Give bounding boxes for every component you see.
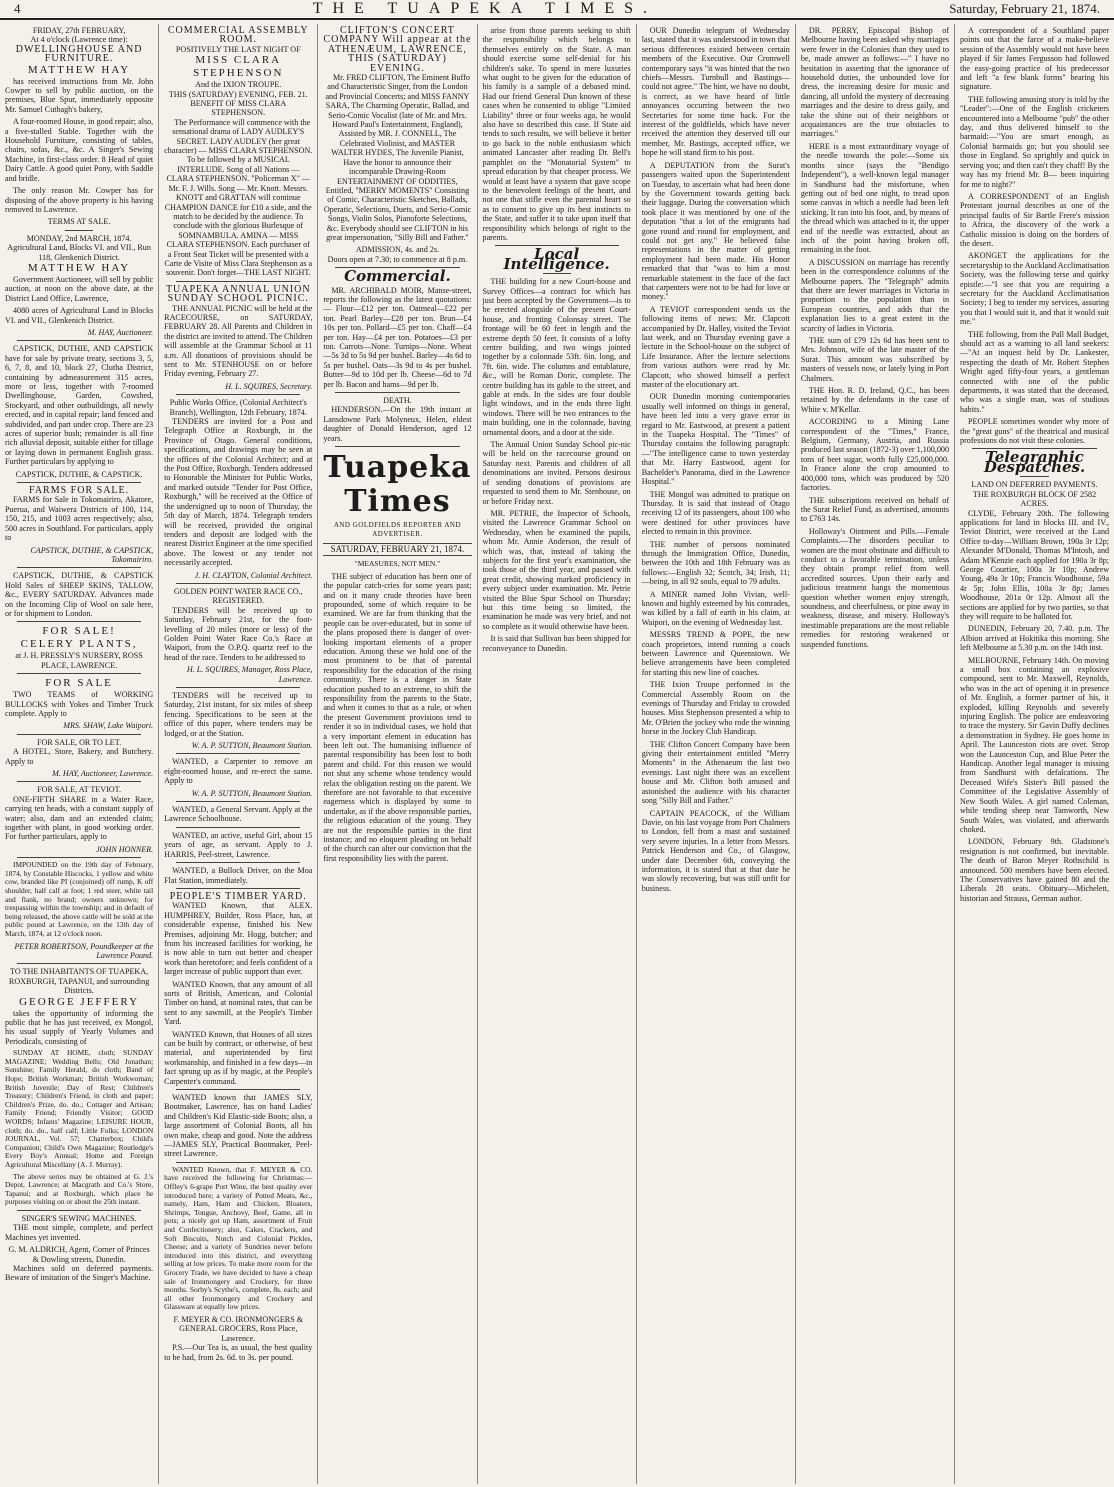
auctioneer-signature: M. HAY, Auctioneer. bbox=[87, 327, 154, 337]
news-item-21: A CORRESPONDENT of an English Protestant journal describes as one of the principal faults of Sir Bartle Frere's mission to Africa, the discovery of the work a Catholic mission is doing on the borders of the desert. bbox=[960, 191, 1110, 248]
terms: TERMS AT SALE. bbox=[47, 217, 111, 227]
sale-let-heading: FOR SALE, OR TO LET. bbox=[37, 737, 122, 747]
timber-yard-heading: PEOPLE'S TIMBER YARD. bbox=[169, 890, 307, 902]
teviot-heading: FOR SALE, AT TEVIOT. bbox=[37, 785, 122, 795]
for-sale-heading: FOR SALE! bbox=[42, 625, 116, 638]
issue-date: SATURDAY, FEBRUARY 21, 1874. bbox=[323, 543, 471, 556]
editorial-continued: arise from those parents seeking to shift the responsibility which belongs to themselves entirely on the State. A man should exercise some self-denial for his children's sake. To spend in mere luxuries what ought to be given for the education of his family is a sample of a debased mind. Had our friend General Dun known of these cases when he consented to oblige "Limited Liability" three or four weeks ago, he would also have so described this case. If State aid tends to such results, we will believe it better to go back to the noble enthusiasm which animated Lancaster after reading Dr. Bell's pamphlet on the "Monatorial System" to spread education by that cheaper process. We would at least have a system that gave scope to the benevolent feelings of the heart, and not one that stifle even the parental heart so as to consent to give up its best instincts to the State, and suffer it to take upon itself that responsibility which belongs of right to the parents. bbox=[482, 26, 631, 242]
golden-point-heading: GOLDEN POINT WATER RACE CO., REGISTERED. bbox=[173, 586, 303, 606]
public-works-office: Public Works Office, (Colonial Architect's Branch), Wellington, 12th February, 1874. bbox=[169, 398, 307, 417]
page-date: Saturday, February 21, 1874. bbox=[949, 1, 1100, 16]
clyde-despatch: CLYDE, February 20th. The following applications for land in blocks III. and IV., Teviot District, were received at the Land Office to-day—William Brown, 190a 3r 12p; Alexander M'Donald, Thomas M'Intosh, and Adam M'Kenzie each applied for 190a 3r 8p; George Courtier, 100a 3r 10p; Andrew Young, 49a 3r 10p; Francis Woodhouse, 59a 4r 5p; John Ellis, 100a 3r 8p; James Woodhouse, 201a 0r 12p. Almost all the sections are applied for by two parties, so that they will require to be balloted for. bbox=[960, 508, 1110, 621]
assembly-room: COMMERCIAL ASSEMBLY ROOM. bbox=[167, 25, 309, 46]
ixion-troupe: And the IXION TROUPE. bbox=[195, 80, 282, 90]
holloway-ad: Holloway's Ointment and Pills.—Female Complaints.—The disorders peculiar to women are the most obstinate and difficult to conduct to a favorable termination, unless they obtain prompt relief from well accredited sources. Upon their early and judicious treatment hangs the momentous question whether women enjoy strength, soundness, and cheerfulness, or pine away in weakness, disease, and misery. Holloway's inestimable preparations are the most reliable remedies for restoring weakened or suspended functions. bbox=[800, 526, 950, 649]
capstick-signature: CAPSTICK, DUTHIE, & CAPSTICK. bbox=[15, 469, 143, 479]
impounded-signature: PETER ROBERTSON, Poundkeeper at the Lawrence Pound. bbox=[14, 941, 154, 960]
golden-point-text: TENDERS will be received up to Saturday, February 21st, for the foot-levelling of 20 miles (more or less) of the Golden Point Water Race Co.'s Race at Waipori, from the O.P.Q. quartz reef to the head of the race. Tenders to be addressed to bbox=[164, 605, 313, 662]
jeffery-note: The above series may be obtained at G. J.'s Depot, Lawrence; at Macgrath and Co.'s Store, Tapanui; and at Roxburgh, which place he purposes visiting on or about the 25th instant. bbox=[5, 1171, 154, 1207]
humphrey-ad: WANTED Known, that ALEX. HUMPHREY, Builder, Ross Place, has, at considerable expense, finished his New Premises, adjoining Mr. Hogg, butcher; and from his increased facilities for working, he is now able to turn out better and cheaper work than heretofore; and feels confident of a larger increase of public support than ever. bbox=[164, 901, 313, 977]
teviot-signature: JOHN HONNER. bbox=[96, 844, 154, 854]
celery-ad: at J. H. PRESSLY'S NURSERY, ROSS PLACE, LAWRENCE. bbox=[15, 651, 143, 670]
death-notice: HENDERSON.—On the 19th instant at Lansdowne Park Molyneux, Helen, eldest daughter of Donald Henderson, aged 12 years. bbox=[323, 405, 472, 443]
sly-ad: WANTED known that JAMES SLY, Bootmaker, Lawrence, has on hand Ladies' and Children's Kid Elastic-side Boots; also, a large assortment of Colonial Boots, all his own make, cheap and good. Note the address—JAMES SLY, Practical Bootmaker, Peel-street Lawrence. bbox=[164, 1093, 313, 1159]
news-item-2: A DEPUTATION from the Surat's passengers waited upon the Superintendent on Tuesday, to ascertain what had been done by the Government towards getting back their luggage. During the conversation which took place it was mentioned by one of the deputation "that a lot of the emigrants had gone round and round for employment, and could not get any." He believed false representations in the matter of getting employment had been made. His Honor remarked that that "was to him a most remarkable statement in the face of the fact that carpenters were not to be had for love or money." bbox=[641, 160, 790, 302]
wanted-driver: WANTED, a Bullock Driver, on the Moa Flat Station, immediately. bbox=[164, 866, 313, 885]
clayton-signature: J. H. CLAYTON, Colonial Architect. bbox=[194, 570, 313, 580]
humphrey-ad-3: WANTED Known, that Houses of all sizes can be built by contract, or otherwise, of best material, and superintended by first workmanship, and finished in a few days—in fact sprung up as if by magic, at the People's Carpenter's command. bbox=[164, 1029, 313, 1086]
benefit: BENEFIT OF MISS CLARA STEPHENSON. bbox=[190, 99, 287, 118]
singer-ad: THE most simple, complete, and perfect Machines yet invented. bbox=[5, 1223, 154, 1242]
picnic-heading: TUAPEKA ANNUAL UNION SUNDAY SCHOOL PICNIC. bbox=[165, 283, 311, 305]
auctioneer-name: MATTHEW HAY bbox=[27, 63, 131, 76]
auction-note: The only reason Mr. Cowper has for disposing of the above property is his having removed to Lawrence. bbox=[5, 186, 154, 214]
telegraphic-heading: Telegraphic Despatches. bbox=[983, 448, 1086, 476]
wanted-carpenter: WANTED, a Carpenter to remove an eight-roomed house, and re-erect the same. Apply to bbox=[164, 757, 313, 786]
newspaper-motto: "MEASURES, NOT MEN." bbox=[354, 559, 441, 569]
news-item-17: ACCORDING to a Mining Lane correspondent of the "Times," France, Belgium, Germany, Austria, and Russia produced last season (1872-3) over 1,100,000 tons of beet sugar, worth fully £25,000,000. In France alone the crop amounted to 400,000 tons, which was produced by 520 factories. bbox=[800, 417, 950, 493]
running-title: THE TUAPEKA TIMES. bbox=[312, 0, 657, 17]
singer-note: Machines sold on deferred payments. Beware of imitation of the Singer's Machine. bbox=[5, 1263, 154, 1283]
picnic-text: THE ANNUAL PICNIC will be held at the RACECOURSE, on SATURDAY, FEBRUARY 28. All Parents and Children in the district are invited to attend. The Children will assemble at the Grammar School at 11 a.m. All donations of provisions should be sent to Mr. STENHOUSE on or before Friday evening, February 27. bbox=[164, 303, 313, 379]
commercial-prices: MR. ARCHIBALD MOIR, Manse-street, reports the following as the latest quotations:— Flour—£12 per ton. Oatmeal—£22 per ton. Pearl Barley—£28 per ton. Bran—£4 10s per ton. Pollard—£5 per ton. Chaff—£4 per ton. Hay—£4 per ton. Potatoes—£3 per ton. Carrots—None. Turnips—None. Wheat—5s 3d to 5s 9d per bushel. Barley—4s 6d to 5s per bushel. Oats—3s 9d to 4s per bushel. Butter—9d to 10d per lb. Cheese—6d to 7d per lb. Bacon and hams—9d per lb. bbox=[323, 285, 472, 389]
page-number: 4 bbox=[14, 1, 21, 16]
wanted-girl: WANTED, an active, useful Girl, about 15 years of age, as servant. Apply to J. HARRIS, Peel-street, Lawrence. bbox=[164, 830, 313, 859]
auction-text-2: Government Auctioneer, will sell by public auction, at noon on the above date, at the District Land Office, Lawrence, bbox=[5, 274, 154, 303]
column-5 bbox=[637, 24, 796, 1484]
column-3 bbox=[318, 24, 477, 1484]
hotel-signature: M. HAY, Auctioneer, Lawrence. bbox=[52, 769, 154, 778]
agri-land: Agricultural Land, Blocks VI. and VII., Run 118, Glenkenich District. bbox=[7, 243, 151, 262]
clifton-admission: ADMISSION, 4s. and 2s. bbox=[355, 245, 440, 255]
meyer-ps: P.S.—Our Tea is, as usual, the best quality to be had, from 2s. 6d. to 3s. per pound. bbox=[164, 1343, 313, 1362]
meyer-signature: F. MEYER & CO. IRONMONGERS & GENERAL GROCERS, Ross Place, Lawrence. bbox=[173, 1314, 304, 1343]
news-item-8: MESSRS TREND & POPE, the new coach proprietors, intend running a coach between Lawrence and Queenstown. We believe arrangements have been completed for starting this new line of coaches. bbox=[641, 630, 790, 677]
teviot-ad: ONE-FIFTH SHARE in a Water Race, carrying ten heads, with a constant supply of water; also, dam and an extended claim; together with plant, in good working order. For further particulars, apply to bbox=[5, 794, 154, 842]
deferred-payments-heading: LAND ON DEFERRED PAYMENTS. bbox=[971, 480, 1098, 490]
newspaper-nameplate: Tuapeka Times bbox=[323, 450, 472, 520]
london-despatch: LONDON, February 9th. Gladstone's resignation is not confirmed, but inevitable. The death of Baron Meyer Rothschild is announced. 500 members have been elected. The Conservatives have gained 80 and the Liberals 28 seats. Obituary—Michelett, historian and Strauss, German author. bbox=[960, 837, 1110, 903]
news-item-11: CAPTAIN PEACOCK, of the William Davie, on his last voyage from Port Chalmers to London, fell from a mast and sustained very severe injuries. In a letter from Messrs. Patrick Henderson and Co., of Glasgow, under date December 6th, conveying the information, it is stated that at that date he was slowly recovering, but was still unfit for business. bbox=[641, 808, 790, 893]
last-night: POSITIVELY THE LAST NIGHT OF bbox=[175, 44, 301, 54]
auction-text: has received instructions from Mr. John Cowper to sell by public auction, on the premises, Blue Spur, immediately opposite Mr. Samuel Cutbagh's bakery, bbox=[5, 76, 154, 114]
post-office-tenders: TENDERS are invited for a Post and Telegraph Office at Roxburgh, in the Province of Otago. General conditions, specifications, and drawings may be seen at the offices of the Colonial Architect; and at the Post Office, Roxburgh. Tenders addressed to Honorable the Minister for Public Works, and marked outside "Tender for Post Office, Roxburgh," will be received at the Office of the undersigned up to noon of Thursday, the 5th day of March, 1874. Telegraph tenders will be received, provided the original tenders and deposit are lodged with the nearest District Engineer at the time specified above. The lowest or any tender not necessarily accepted. bbox=[164, 417, 313, 568]
column-1 bbox=[0, 24, 159, 1484]
news-item-24: PEOPLE sometimes wonder why more of the "great guns" of the theatrical and musical professions do not visit these colonies. bbox=[960, 417, 1110, 446]
wanted-servant: WANTED, a General Servant. Apply at the Lawrence Schoolhouse. bbox=[164, 805, 313, 824]
local-intelligence-heading: Local Intelligence. bbox=[503, 245, 610, 273]
commercial-heading: Commercial. bbox=[344, 267, 451, 286]
celery-heading: CELERY PLANTS, bbox=[20, 638, 138, 651]
news-item-13: HERE is a most extraordinary voyage of the needle towards the pole:—Some six months since (says the "Bendigo Independent"), a well-known legal manager in Sandhurst had the misfortune, when getting out of bed one night, to tread upon some canvas in which a needle had been left sticking. It ran into his foot, and, by means of the thread which was attached to it, the upper end of the needle was extracted, about an inch of the point having broken off, remaining in the foot. bbox=[800, 141, 950, 255]
picnic-signature: H. L. SQUIRES, Secretary. bbox=[225, 381, 313, 391]
column-2 bbox=[159, 24, 318, 1484]
farms-ad: FARMS for Sale in Tokomairiro, Akatore, Puerua, and Waiwera Districts of 100, 114, 150, 215, and 1003 acres respectively; also, 500 acres in Southland. For particulars, apply to bbox=[5, 495, 154, 543]
auction-time: At 4 o'clock (Lawrence time): bbox=[30, 35, 128, 45]
page-header bbox=[0, 0, 1114, 20]
news-item-7: A MINER named John Vivian, well-known and highly esteemed by his comrades, was killed by a fall of earth in his claim, at Waipori, on the evening of Wednesday last. bbox=[641, 589, 790, 627]
farms-signature: CAPSTICK, DUTHIE, & CAPSTICK, Tokomairiro. bbox=[30, 545, 154, 564]
hotel-ad: A HOTEL, Store, Bakery, and Butchery. Apply to bbox=[5, 747, 154, 766]
performance-text: The Performance will commence with the sensational drama of LADY AUDLEY'S SECRET. LADY AUDLEY (her great character) — MISS CLARA STEPHENSON. To be followed by a MUSICAL INTERLUDE. Song of all Nations — CLARA STEPHENSON. "Policeman X" — Mr. F. J. Wills. Song — Mr. Knott. Messrs. KNOTT and GRATTAN will continue CHAMPION DANCE for £10 a side, and the match to be decided by the audience. To conclude with the glorious Burlesque of SOMNAMBULA. AMINA — MISS CLARA STEPHENSON. Each purchaser of a Front Seat Ticket will be presented with a Carte de Visite of Miss Clara Stephenson as a souvenir. Don't forget—THE LAST NIGHT. bbox=[164, 117, 313, 278]
auctioneer-name-2: MATTHEW HAY bbox=[27, 261, 131, 274]
news-item-4: OUR Dunedin morning contemporaries usually well informed on things in general, have been led into a very grave error in regard to Mr. Eastwood, at present a patient in the Tuapeka Hospital. The "Times" of Thursday contains the following paragraph:—"The intelligence came to town yesterday that Mr. Harry Eastwood, agent for Bachelder's Panorama, died in the Lawrence Hospital." bbox=[641, 392, 790, 487]
news-item-15: THE sum of £79 12s 6d has been sent to Mrs. Johnson, wife of the late master of the Surat. This amount was subscribed by masters of vessels now, or lately lying in Port Chalmers. bbox=[800, 336, 950, 383]
roxburgh-block-heading: THE ROXBURGH BLOCK OF 2582 ACRES. bbox=[972, 489, 1097, 509]
news-item-22: AKONGET the applications for the secretaryship to the Auckland Acclimatisation Society, was the following terse and quirky epistle:—"I see that you are requiring a secretary for the Auckland Acclimatisation Society; I beg to tender my services, assuring you that I would suit it, and that it would suit me." bbox=[960, 251, 1110, 327]
news-item-6: THE number of persons nominated through the Immigration Office, Dunedin, between the 10th and 18th February was as follows:—English 32; Scotch, 34; Irish, 11;—being, in all 92 souls, equal to 79 adults. bbox=[641, 539, 790, 587]
farms-heading: FARMS FOR SALE. bbox=[29, 485, 130, 497]
news-item-5: THE Mongol was admitted to pratique on Thursday. It is said that instead of Otago receiving 12 of its passengers, about 100 who were destined for other provinces have elected to remain in this province. bbox=[641, 489, 790, 537]
news-item-14: A DISCUSSION on marriage has recently been in the correspondence columns of the Melbourne papers. The "Telegraph" admits that there are fewer marriages in Victoria in proportion to the population than in European countries, and adds that the explanation lies to a great extent in the scarcity of ladies in Victoria. bbox=[800, 257, 950, 333]
column-4 bbox=[478, 24, 637, 1484]
sullivan-item: It is said that Sullivan has been shipped for reconveyance to Dunedin. bbox=[482, 634, 631, 653]
auction-items: A four-roomed House, in good repair; also, a five-stalled Stable. Together with the Household Furniture, consisting of tables, chairs, sofas, &c., &c. A Singer's Sewing Machine, in first-class order. 8 Head of quiet Dairy Cattle. A good quiet Pony, with Saddle and bridle. bbox=[5, 117, 154, 183]
monday-date: MONDAY, 2nd MARCH, 1874. bbox=[26, 233, 132, 243]
jeffery-name: GEORGE JEFFERY bbox=[19, 995, 140, 1008]
singer-heading: SINGER'S SEWING MACHINES. bbox=[21, 1213, 137, 1223]
news-item-19: A correspondent of a Southland paper points out that the farce of a make-believe session of the Assembly would not have been played if Sir James Fergusson had followed the easy-going practice of his predecessor and left "a few blank forms" bearing his signature. bbox=[960, 26, 1110, 92]
school-inspection-item: MR. PETRIE, the Inspector of Schools, visited the Lawrence Grammar School on Wednesday, when he examined the pupils, whom Mr. Annie Anderson, the result of which was, that, instead of taking the subjects for the first year's examination, she took those of the third year, and passed with great credit, showing marked proficiency in every subject under examination. Mr. Petrie visited the Blue Spur School on Thursday; but this time being so limited, the examination he made was very brief, and not so complete as it would otherwise have been. bbox=[482, 508, 631, 631]
clifton-doors: Doors open at 7.30; to commence at 8 p.m. bbox=[327, 254, 468, 264]
newspaper-subtitle: AND GOLDFIELDS REPORTER AND ADVERTISER. bbox=[333, 521, 462, 539]
clara-heading: MISS CLARA STEPHENSON bbox=[193, 54, 284, 80]
clifton-heading: CLIFTON'S CONCERT COMPANY Will appear at the ATHENÆUM, LAWRENCE, THIS (SATURDAY) EVENING. bbox=[323, 25, 472, 74]
news-item-9: THE Ixion Troupe performed in the Commercial Assembly Room on the evenings of Thursday and Friday to crowded houses. Miss Stephenson presented a whip to Mr. O'Brien the jockey who rode the winning horse in the Jockey Club Handicap. bbox=[641, 680, 790, 737]
news-item-23: THE following, from the Pall Mall Budget, should act as a warning to all land seekers:—"At an inquest held by Dr. Lankester, respecting the death of Mr. Robert Stephen Wright aged fifty-four years, a gentleman connected with one of the public departments, it was stated that the deceased, who was a single man, was of studious habits." bbox=[960, 329, 1110, 414]
bullocks-signature: MRS. SHAW, Lake Waipori. bbox=[63, 721, 154, 731]
meyer-ad: WANTED Known, that F. MEYER & CO. have received the following for Christmas:—Offley's 6-grape Port Wine, the best quality ever introduced here; a variety of Potted Meats, &c., namely, Ham, Ham and Chicken, Bloaters, Shrimps, Tongue, Anchovy, Beef, Game, all in pots; a nicely got up Ham, assortment of Fruit and Confectionery; also, Cakes, Crackers, and Soft Biscuits, Nutch and Colonial Pickles, Cheese; and a variety of Sundries never before introduced into this district, and everything selling at low prices. To make more room for the Grocery Trade, we have decided to have a cheap sale of Ironmongery and Crockery, for three months. Sorby's Scythe's, complete, 8s. each; and all other Ironmongery and Crockery and Glassware at equally low prices. bbox=[164, 1164, 313, 1312]
singer-agent: G. M. ALDRICH, Agent, Corner of Princes & Dowling streets, Dunedin. bbox=[8, 1245, 150, 1264]
golden-point-signature: H. L. SQUIRES, Manager, Ross Place, Lawrence. bbox=[186, 665, 313, 684]
death-heading: DEATH. bbox=[383, 396, 412, 406]
carpenter-signature: W. A. P. SUTTON, Beaumont Station. bbox=[191, 788, 313, 798]
inhabitants-heading: TO THE INHABITANTS OF TUAPEKA, ROXBURGH, TAPANUI, and surrounding Districts. bbox=[8, 967, 150, 996]
melbourne-despatch: MELBOURNE, February 14th. On moving a small box containing an explosive compound, sent to Mr. Maxwell, Reynolds, who was in the act of opening it in presence of Mr. English, a former partner of his, it exploded, killing Reynolds and severely injuring English. The police are endeavoring to trace the mystery. Sir Gavin Duffy declines a demonstration in Sydney. He goes home in April. The Launceston riots are over. Strop won the Launceston Cup, and Blue Peter the Handicap. Another legal manager is missing from Sandhurst with defalcations. The Deceased Wife's Sister's Bill passed the Committee of the Legislative Assembly of New South Wales. A girl named Coleman, while tending sheep near Tamworth, New South Wales, was violated, and afterwards choked. bbox=[960, 655, 1110, 834]
news-item-1: OUR Dunedin telegram of Wednesday last, stated that it was understood in town that serious differences existed between certain members of the Executive. Our Cromwell contemporary says "it was hinted that the two chiefs—Messrs. Turnbull and Bastings—could not agree." The hint, we have no doubt, is correct, as we have heard of little annoyances occurring between the two Secretaries for some time back. For the interest of the goldfields, which have never received the attention they deserved till our member, Mr. Bastings, accepted office, we hope he will stand firm to his post. bbox=[641, 26, 790, 158]
news-item-18: THE subscriptions received on behalf of the Surat Relief Fund, as advertised, amounts to £763 14s. bbox=[800, 495, 950, 524]
jeffery-list: SUNDAY AT HOME, cloth; SUNDAY MAGAZINE; Wedding Bells; Old Jonathan; Sunshine; Family Herald, do cloth; Band of Hope; British Workman; British Workwoman; British Juvenile; Day of Rest; Children's Treasury; Children's Friend, in cloth and paper; Children's Prize, do. do.; Cottager and Artisan; Family Friend; Friendly Visitor; GOOD WORDS; Infants' Magazine; LEISURE HOUR, cloth; do. do., half calf; Little Folks; LONDON JOURNAL, Vol. 57; Chatterbox; Child's Companion; Child's Own Magazine; Routledge's Every Boy's Annual; Home and Foreign Agricultural Miscellany (A. J. Murray). bbox=[5, 1048, 154, 1169]
impounded-notice: IMPOUNDED on the 19th day of February, 1874, by Constable Hiscocks, 1 yellow and white cow, branded like PI (conjoined) off rump, K off shoulder, half calf at foot; 1 red steer, white tail and flank, no brand; owners unknown; for trespassing within the township; and in default of being released, the above cattle will be sold at the public pound at Lawrence, on the 13th day of March, 1874, at 12 o'clock noon. bbox=[5, 860, 154, 938]
sheep-skins-ad: CAPSTICK, DUTHIE, & CAPSTICK Hold Sales of SHEEP SKINS, TALLOW, &c., EVERY SATURDAY. Advances made on the Incoming Clip of Wool on sale here, or for shipment to London. bbox=[5, 571, 154, 618]
for-sale-heading-2: FOR SALE bbox=[45, 677, 113, 690]
news-item-16: THE Hon. R. D. Ireland, Q.C., has been retained by the defendants in the case of White v. M'Kellar. bbox=[800, 386, 950, 414]
news-item-10: THE Clifton Concert Company have been giving their entertainment entitled "Merry Moments" in the Athenaeum the last two evenings. Last night there was an excellent house and Mr. Clifton both amused and astonished the audience with his character song "Silly Bill and Father." bbox=[641, 739, 790, 806]
dwelling-heading: DWELLINGHOUSE AND FURNITURE. bbox=[15, 43, 143, 65]
performance-date: THIS (SATURDAY) EVENING, FEB. 21. bbox=[168, 89, 308, 99]
news-item-12: DR. PERRY, Episcopal Bishop of Melbourne having been asked why marriages were fewer in the Colonies than they used to be, made answer as follows:—" I have no hesitation in asserting that the ignorance of household duties, the unbounded love for dress, the increasing desire for music and dancing, all unfold the mystery of decreasing marriages and the desire to dress gaily, and take the shine out of their neighbors or acquaintances are the true obstacles to marriages." bbox=[800, 26, 950, 139]
news-item-20: THE following amusing story is told by the "Leader":—One of the English cricketers encountered into a Melbourne "pub" the other day, and thus delivered himself to the barmaid:—"You are smart enough, as Colonial barmaids go; but you should see those in England. So sprightly and quick in serving you; and then can't they chaff! By the way has my friend Mr. B— been inquiring for me to night?" bbox=[960, 94, 1110, 189]
humphrey-ad-2: WANTED Known, that any amount of all sorts of British, American, and Colonial Timber on hand, at nominal rates, that can be sent to any sawmill, at the People's Timber Yard. bbox=[164, 979, 313, 1027]
column-7 bbox=[955, 24, 1114, 1484]
fencing-tenders: TENDERS will be received up to Saturday, 21st instant, for six miles of sheep fencing. Specifications to be seen at the office of this paper, where tenders may be lodged, or at the Station. bbox=[164, 691, 313, 738]
capstick-ad: CAPSTICK, DUTHIE, AND CAPSTICK have for sale by private treaty, sections 3, 5, 6, 7, 8, and 10, block 27, Clutha District, containing by admeasurement 315 acres, more or less, together with 7-roomed Dwellinghouse, Garden, Cowshed, Stockyard, and other outbuildings, all newly erected, and in capital repair; land fenced and subdivided, and part under crop. There are 23 acres of superior bush; remainder is all fine rich alluvial deposit, suitable either for tillage or laying down in permanent English grass. Further particulars by applying to bbox=[5, 344, 154, 467]
editorial: THE subject of education has been one of the popular catch-cries for some years past; and on it many crude theories have been propounded, some of which require to be examined. We are far from thinking that the people can be over-educated, but in some of the plans proposed there is danger of over-looking important elements of a proper education. Among these we hold one of the most prominent to be that of parental responsibility for the education of the rising community. There is a danger in State education pushed to an extreme, to shift the responsibility from the parents to the State, and when it comes to that as a rule, or when the present Government provisions tend to render it so in individual cases, we hold that a very important element in education has been left out. The humanising influence of parental responsibility has been lost to both parent and child. For this reason we would not shut any scheme whose tendency would relax the obligation resting on the parent. We therefore are not favorable to that excessive eagerness which is displayed by some to undertake, as if the above responsible parties, the religious education of the young. They are not the responsible parties in the first instance; and no eloquent pleading on behalf of the church can alter our conviction that the first responsibility lies with the parent. bbox=[323, 571, 472, 863]
dunedin-despatch: DUNEDIN, February 20, 7.40. p.m. The Albion arrived at Hokitika this morning. She left Melbourne at 5.30 p.m. on the 14th inst. bbox=[960, 624, 1110, 653]
court-house-item: THE building for a new Court-house and Survey Offices—a contract for which has just been accepted by the Government—is to be erected alongside of the present Court-house, and fronting Colonsay street. The frontage will be 60 feet in length and the extreme depth 50 feet. It consists of a lofty centre building, and two wings jointed together by a colonnade 53ft. 6in. long, and 7ft. 6in. wide. The columns and entablature, &c., will be Roman Doric, complete. The centre building has its gable to the street, and gable at ends. In the sides are four double light windows, and in the ends three light windows. There will be two entrances to the main building, one in the colonnade, having ornamental doors, and a door at the side. bbox=[482, 277, 631, 437]
auction-items-2: 4080 acres of Agricultural Land in Blocks VI. and VII., Glenkenich District. bbox=[5, 306, 154, 325]
bullocks-ad: TWO TEAMS of WORKING BULLOCKS with Yokes and Timber Truck complete. Apply to bbox=[5, 690, 154, 718]
auction-date: FRIDAY, 27th FEBRUARY, bbox=[32, 26, 126, 35]
news-item-3: A TEVIOT correspondent sends us the following items of news: Mr. Clapcott accompanied by Dr. Halley, visited the Teviot last week, and on Thursday evening gave a lecture in the School-house on the subject of Life Insurance. After the lecture selections from various authors were read by Mr. Clapcott, who showed himself a perfect master of the elocutionary art. bbox=[641, 304, 790, 390]
clifton-text: Mr. FRED CLIFTON, The Eminent Buffo and Characteristic Singer, from the London and Provincial Concerts; and MISS FANNY SARA, The Charming Operatic, Ballad, and Serio-Comic Vocalist (late of Mr. and Mrs. Howard Paul's Entertainment, England), Assisted by MR. J. CONNELL, The Celebrated Violinist, and MASTER WALTER HYDES, The Juvenile Pianist, Have the honor to announce their incomparable Drawing-Room ENTERTAINMENT OF ODDITIES, Entitled, "MERRY MOMENTS" Consisting of Comic, Characteristic Sketches, Ballads, Operatic, Selections, Duets, and Serio-Comic Songs, Violin Solos, Pianoforte Selections, &c. Everybody should see CLIFTON in his great impersonation, "Silly Bill and Father." bbox=[323, 73, 472, 242]
column-6 bbox=[796, 24, 955, 1484]
sutton-signature: W. A. P. SUTTON, Beaumont Station. bbox=[191, 741, 313, 751]
picnic-item: The Annual Union Sunday School pic-nic will be held on the racecourse ground on Saturday next. Parents and children of all denominations are invited. Persons desirous of sending donations of provisions are requested to send them to Mr. Stenhouse, on or before Friday next. bbox=[482, 440, 631, 506]
jeffery-ad: takes the opportunity of informing the public that he has just received, ex Mongol, his usual supply of Yearly Volumes and Periodicals, consisting of bbox=[5, 1008, 154, 1046]
